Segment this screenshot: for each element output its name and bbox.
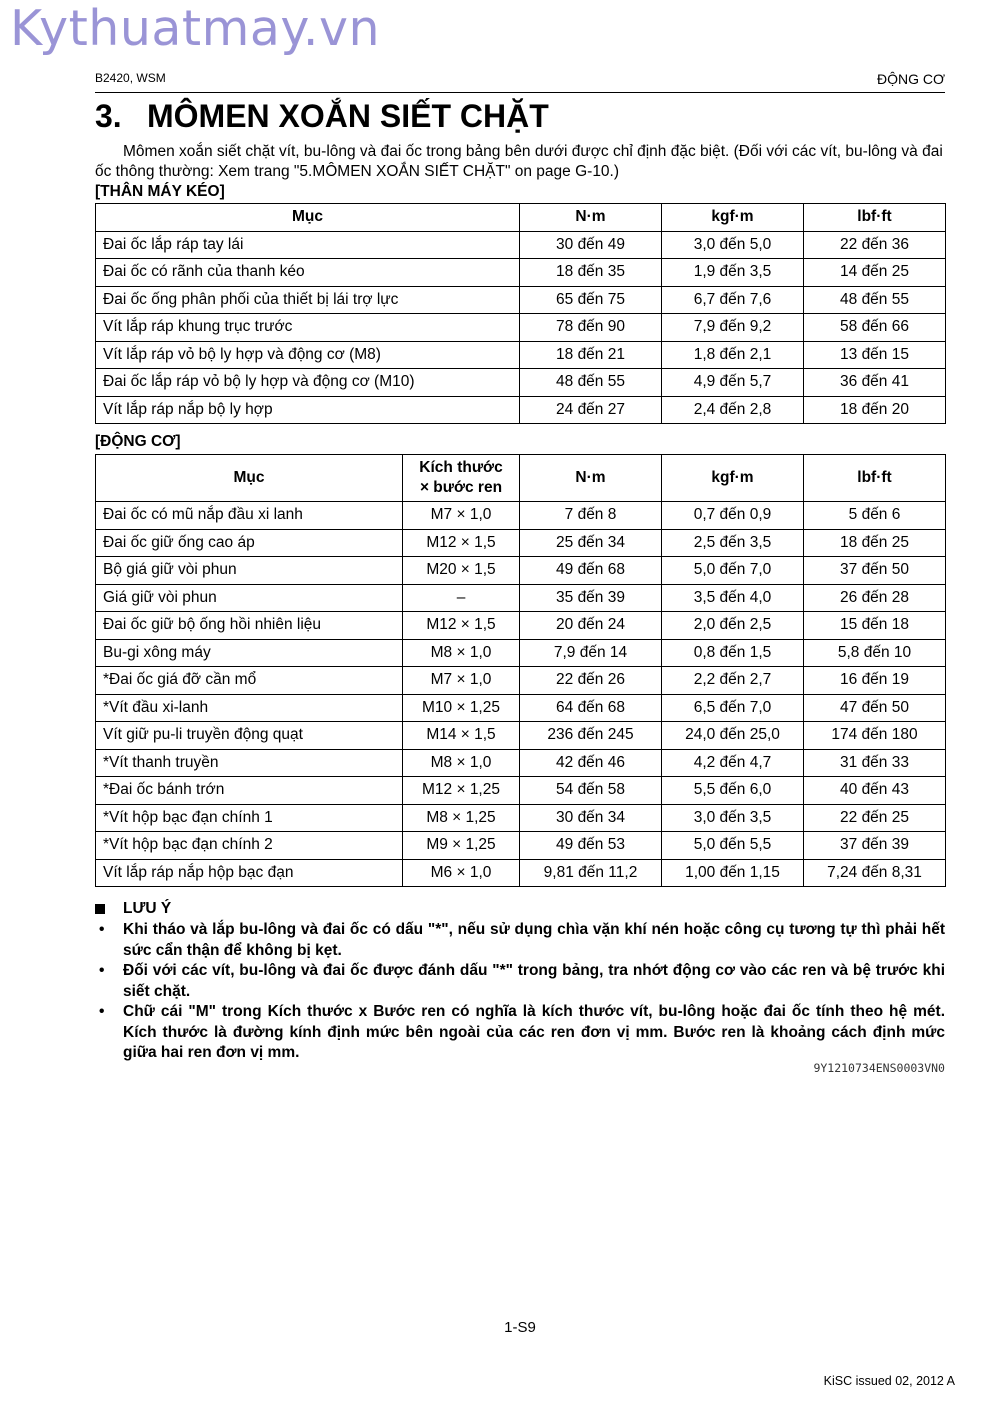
col-header-kgfm: kgf·m <box>662 455 804 502</box>
cell-value: 47 đến 50 <box>804 694 946 722</box>
cell-value: 1,00 đến 1,15 <box>662 859 804 887</box>
col-header-lbfft: lbf·ft <box>804 204 946 232</box>
cell-value: 58 đến 66 <box>804 314 946 342</box>
cell-value: 64 đến 68 <box>520 694 662 722</box>
cell-item-name: Đai ốc có rãnh của thanh kéo <box>96 259 520 287</box>
thread-size-line1: Kích thước <box>419 459 503 476</box>
cell-value: 49 đến 68 <box>520 557 662 585</box>
cell-value: 16 đến 19 <box>804 667 946 695</box>
cell-value: M8 × 1,0 <box>403 639 520 667</box>
cell-value: 40 đến 43 <box>804 777 946 805</box>
cell-item-name: Giá giữ vòi phun <box>96 584 403 612</box>
table-row <box>96 667 946 695</box>
cell-item-name: Bộ giá giữ vòi phun <box>96 557 403 585</box>
cell-value: M20 × 1,5 <box>403 557 520 585</box>
table-row <box>96 639 946 667</box>
cell-item-name: Đai ốc giữ ống cao áp <box>96 529 403 557</box>
cell-item-name: *Vít hộp bạc đạn chính 2 <box>96 832 403 860</box>
col-header-nm: N·m <box>520 455 662 502</box>
table-row <box>96 231 946 259</box>
cell-value: 15 đến 18 <box>804 612 946 640</box>
cell-value: 236 đến 245 <box>520 722 662 750</box>
note-item <box>95 1002 945 1064</box>
table-row <box>96 369 946 397</box>
table-row <box>96 694 946 722</box>
cell-value: 49 đến 53 <box>520 832 662 860</box>
cell-value: M7 × 1,0 <box>403 667 520 695</box>
table-row <box>96 722 946 750</box>
cell-value: 2,4 đến 2,8 <box>662 396 804 424</box>
cell-value: 48 đến 55 <box>804 286 946 314</box>
col-header-lbfft: lbf·ft <box>804 455 946 502</box>
cell-value: 5,0 đến 7,0 <box>662 557 804 585</box>
col-header-item: Mục <box>96 455 403 502</box>
cell-value: – <box>403 584 520 612</box>
cell-value: 65 đến 75 <box>520 286 662 314</box>
note-item <box>95 920 945 961</box>
cell-value: 31 đến 33 <box>804 749 946 777</box>
table-row <box>96 396 946 424</box>
cell-value: 35 đến 39 <box>520 584 662 612</box>
cell-value: 48 đến 55 <box>520 369 662 397</box>
cell-value: 25 đến 34 <box>520 529 662 557</box>
cell-value: 7,9 đến 14 <box>520 639 662 667</box>
cell-value: 2,2 đến 2,7 <box>662 667 804 695</box>
cell-value: M7 × 1,0 <box>403 502 520 530</box>
cell-value: 24,0 đến 25,0 <box>662 722 804 750</box>
table-row <box>96 804 946 832</box>
table-row <box>96 502 946 530</box>
table-row <box>96 314 946 342</box>
table-row <box>96 777 946 805</box>
engine-section-label: [ĐỘNG CƠ] <box>95 433 181 450</box>
cell-value: 1,9 đến 3,5 <box>662 259 804 287</box>
note-text: Đối với các vít, bu-lông và đai ốc được đánh dấu "*" trong bảng, tra nhớt động cơ vào các ren và bệ trước khi siết chặt. <box>123 962 945 1000</box>
cell-value: M12 × 1,25 <box>403 777 520 805</box>
table-row <box>96 612 946 640</box>
cell-value: 18 đến 25 <box>804 529 946 557</box>
table-row <box>96 341 946 369</box>
table-row <box>96 286 946 314</box>
col-header-nm: N·m <box>520 204 662 232</box>
cell-value: 2,5 đến 3,5 <box>662 529 804 557</box>
cell-value: 26 đến 28 <box>804 584 946 612</box>
cell-value: M8 × 1,0 <box>403 749 520 777</box>
cell-value: 78 đến 90 <box>520 314 662 342</box>
table-row <box>96 859 946 887</box>
intro-paragraph: Mômen xoắn siết chặt vít, bu-lông và đai ốc trong bảng bên dưới được chỉ định đặc biệt. (Đối với các vít, bu-lông và đai ốc thông thường: Xem trang "5.MÔMEN XOẮN SIẾT CHẶT" on page G-10.) <box>95 143 943 180</box>
note-text: Chữ cái "M" trong Kích thước x Bước ren có nghĩa là kích thước vít, bu-lông hoặc đai ốc tính theo hệ mét. Kích thước là đường kính định mức bên ngoài của các ren đơn vị mm. Bước ren là khoảng cách định mức giữa hai ren đơn vị mm. <box>123 1003 945 1061</box>
col-header-kgfm: kgf·m <box>662 204 804 232</box>
cell-value: 6,7 đến 7,6 <box>662 286 804 314</box>
cell-value: 7,24 đến 8,31 <box>804 859 946 887</box>
cell-item-name: *Vít thanh truyền <box>96 749 403 777</box>
cell-item-name: *Đai ốc giá đỡ cần mổ <box>96 667 403 695</box>
cell-value: 18 đến 35 <box>520 259 662 287</box>
cell-value: 4,9 đến 5,7 <box>662 369 804 397</box>
cell-value: M6 × 1,0 <box>403 859 520 887</box>
cell-item-name: Đai ốc lắp ráp vỏ bộ ly hợp và động cơ (M10) <box>96 369 520 397</box>
page-number: 1-S9 <box>504 1319 536 1336</box>
tractor-section-label: [THÂN MÁY KÉO] <box>95 183 225 200</box>
cell-value: M14 × 1,5 <box>403 722 520 750</box>
title-number: 3. <box>95 98 122 134</box>
bullet-icon: • <box>99 962 105 979</box>
header-model: B2420, WSM <box>95 71 166 85</box>
cell-value: 174 đến 180 <box>804 722 946 750</box>
cell-value: 13 đến 15 <box>804 341 946 369</box>
notes-heading-text: LƯU Ý <box>123 900 172 917</box>
cell-value: 20 đến 24 <box>520 612 662 640</box>
cell-value: 30 đến 34 <box>520 804 662 832</box>
cell-value: 7,9 đến 9,2 <box>662 314 804 342</box>
cell-value: 9,81 đến 11,2 <box>520 859 662 887</box>
cell-value: 1,8 đến 2,1 <box>662 341 804 369</box>
cell-value: 42 đến 46 <box>520 749 662 777</box>
cell-value: 54 đến 58 <box>520 777 662 805</box>
bullet-icon: • <box>99 1003 105 1020</box>
cell-item-name: *Đai ốc bánh trớn <box>96 777 403 805</box>
table-row <box>96 557 946 585</box>
table-header-row <box>96 455 946 502</box>
cell-value: 22 đến 26 <box>520 667 662 695</box>
thread-size-line2: × bước ren <box>419 479 503 496</box>
cell-value: 22 đến 25 <box>804 804 946 832</box>
cell-value: 18 đến 21 <box>520 341 662 369</box>
watermark-logo: Kythuatmay.vn <box>10 0 381 57</box>
cell-value: 14 đến 25 <box>804 259 946 287</box>
cell-item-name: Vít lắp ráp nắp hộp bạc đạn <box>96 859 403 887</box>
cell-item-name: Đai ốc có mũ nắp đầu xi lanh <box>96 502 403 530</box>
col-header-item: Mục <box>96 204 520 232</box>
engine-torque-table <box>95 454 946 887</box>
notes-block <box>95 900 945 1064</box>
cell-value: 0,7 đến 0,9 <box>662 502 804 530</box>
issue-info: KiSC issued 02, 2012 A <box>823 1374 955 1388</box>
cell-value: 6,5 đến 7,0 <box>662 694 804 722</box>
cell-value: 37 đến 39 <box>804 832 946 860</box>
table-row <box>96 749 946 777</box>
title-text: MÔMEN XOẮN SIẾT CHẶT <box>147 98 549 134</box>
notes-heading <box>95 900 945 918</box>
bullet-icon: • <box>99 921 105 938</box>
cell-item-name: Vít lắp ráp vỏ bộ ly hợp và động cơ (M8) <box>96 341 520 369</box>
cell-item-name: Vít lắp ráp nắp bộ ly hợp <box>96 396 520 424</box>
cell-item-name: Bu-gi xông máy <box>96 639 403 667</box>
document-code: 9Y1210734ENS0003VN0 <box>813 1061 945 1075</box>
cell-value: 18 đến 20 <box>804 396 946 424</box>
cell-value: 30 đến 49 <box>520 231 662 259</box>
table-row <box>96 584 946 612</box>
square-bullet-icon <box>95 904 105 914</box>
tractor-torque-table <box>95 203 946 424</box>
cell-item-name: Vít lắp ráp khung trục trước <box>96 314 520 342</box>
cell-value: 36 đến 41 <box>804 369 946 397</box>
cell-value: 4,2 đến 4,7 <box>662 749 804 777</box>
cell-value: 5,5 đến 6,0 <box>662 777 804 805</box>
cell-value: 24 đến 27 <box>520 396 662 424</box>
cell-value: 7 đến 8 <box>520 502 662 530</box>
cell-item-name: *Vít đầu xi-lanh <box>96 694 403 722</box>
cell-value: M10 × 1,25 <box>403 694 520 722</box>
note-text: Khi tháo và lắp bu-lông và đai ốc có dấu "*", nếu sử dụng chìa vặn khí nén hoặc công cụ tương tự thì phải hết sức cẩn thận để không bị kẹt. <box>123 921 945 959</box>
table-row <box>96 529 946 557</box>
cell-value: M12 × 1,5 <box>403 529 520 557</box>
col-header-thread-size <box>403 455 520 502</box>
cell-value: M9 × 1,25 <box>403 832 520 860</box>
header-divider <box>95 92 945 93</box>
note-item <box>95 961 945 1002</box>
cell-value: 2,0 đến 2,5 <box>662 612 804 640</box>
header-section: ĐỘNG CƠ <box>876 71 945 87</box>
cell-item-name: Đai ốc giữ bộ ống hồi nhiên liệu <box>96 612 403 640</box>
cell-value: 5,8 đến 10 <box>804 639 946 667</box>
table-row <box>96 259 946 287</box>
cell-value: 22 đến 36 <box>804 231 946 259</box>
cell-value: 37 đến 50 <box>804 557 946 585</box>
cell-item-name: *Vít hộp bạc đạn chính 1 <box>96 804 403 832</box>
cell-value: M12 × 1,5 <box>403 612 520 640</box>
cell-value: 3,5 đến 4,0 <box>662 584 804 612</box>
cell-value: 0,8 đến 1,5 <box>662 639 804 667</box>
cell-item-name: Đai ốc ống phân phối của thiết bị lái trợ lực <box>96 286 520 314</box>
cell-value: M8 × 1,25 <box>403 804 520 832</box>
cell-value: 5,0 đến 5,5 <box>662 832 804 860</box>
cell-item-name: Vít giữ pu-li truyền động quạt <box>96 722 403 750</box>
table-row <box>96 832 946 860</box>
cell-value: 3,0 đến 5,0 <box>662 231 804 259</box>
table-header-row <box>96 204 946 232</box>
page-title <box>95 98 549 135</box>
cell-value: 3,0 đến 3,5 <box>662 804 804 832</box>
cell-item-name: Đai ốc lắp ráp tay lái <box>96 231 520 259</box>
cell-value: 5 đến 6 <box>804 502 946 530</box>
